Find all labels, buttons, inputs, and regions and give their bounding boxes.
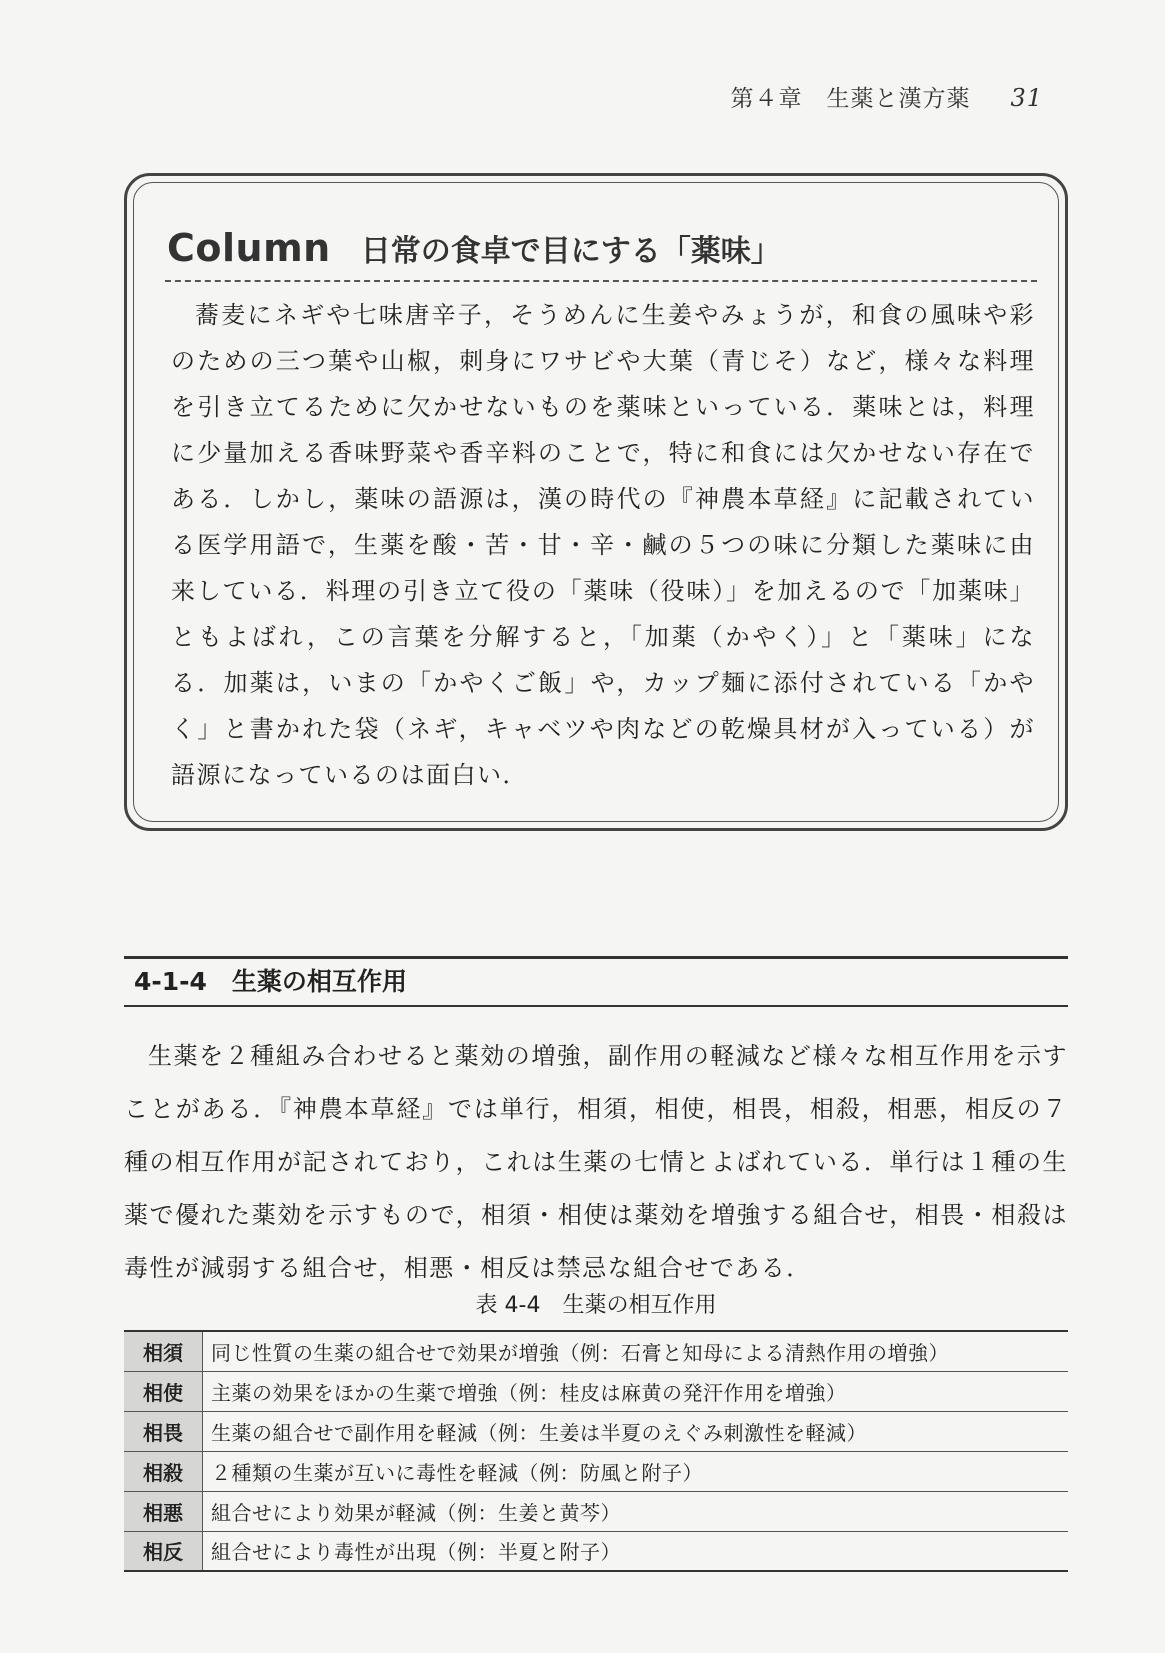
section-rule-bottom — [124, 1005, 1068, 1007]
section-rule-top — [124, 956, 1068, 959]
table-row — [124, 1371, 1068, 1411]
table-description: 組合せにより効果が軽減（例：生姜と黄芩） — [203, 1491, 1069, 1531]
table-description: 主薬の効果をほかの生薬で増強（例：桂皮は麻黄の発汗作用を増強） — [203, 1371, 1069, 1411]
table-description: 生薬の組合せで副作用を軽減（例：生姜は半夏のえぐみ刺激性を軽減） — [203, 1411, 1069, 1451]
table-row — [124, 1451, 1068, 1491]
column-title — [167, 226, 781, 270]
interaction-table — [124, 1330, 1068, 1572]
running-header — [730, 80, 1043, 113]
table-row — [124, 1491, 1068, 1531]
section-body-text: 生薬を２種組み合わせると薬効の増強，副作用の軽減など様々な相互作用を示すことがある．『神農本草経』では単行，相須，相使，相畏，相殺，相悪，相反の７種の相互作用が記されており，これは生薬の七情とよばれている．単行は１種の生薬で優れた薬効を示すもので，相須・相使は薬効を増強する組合せ，相畏・相殺は毒性が減弱する組合せ，相悪・相反は禁忌な組合せである． — [124, 1042, 1068, 1282]
table-row — [124, 1331, 1068, 1371]
table-caption: 表 4-4 生薬の相互作用 — [475, 1293, 717, 1318]
column-body-text: 蕎麦にネギや七味唐辛子，そうめんに生姜やみょうが，和食の風味や彩のための三つ葉や山椒，刺身にワサビや大葉（青じそ）など，様々な料理を引き立てるために欠かせないものを薬味といっている．薬味とは，料理に少量加える香味野菜や香辛料のことで，特に和食には欠かせない存在である．しかし，薬味の語源は，漢の時代の『神農本草経』に記載されている医学用語で，生薬を酸・苦・甘・辛・鹹の５つの味に分類した薬味に由来している．料理の引き立て役の「薬味（役味）」を加えるので「加薬味」ともよばれ，この言葉を分解すると，「加薬（かやく）」と「薬味」になる．加薬は，いまの「かやくご飯」や，カップ麺に添付されている「かやく」と書かれた袋（ネギ，キャベツや肉などの乾燥具材が入っている）が語源になっているのは面白い． — [171, 301, 1035, 789]
section-heading: 4-1-4 生薬の相互作用 — [134, 967, 407, 996]
table-description: ２種類の生薬が互いに毒性を軽減（例：防風と附子） — [203, 1451, 1069, 1491]
column-box — [124, 173, 1068, 831]
page-number: 31 — [1010, 84, 1043, 112]
chapter-title: 第４章 生薬と漢方薬 — [730, 86, 971, 112]
table-term: 相須 — [124, 1331, 203, 1371]
table-row — [124, 1531, 1068, 1571]
table-description: 組合せにより毒性が出現（例：半夏と附子） — [203, 1531, 1069, 1571]
column-heading: 日常の食卓で目にする「薬味」 — [360, 234, 781, 269]
table-row — [124, 1411, 1068, 1451]
table-description: 同じ性質の生薬の組合せで効果が増強（例：石膏と知母による清熱作用の増強） — [203, 1331, 1069, 1371]
table-term: 相畏 — [124, 1411, 203, 1451]
table-term: 相反 — [124, 1531, 203, 1571]
table-term: 相殺 — [124, 1451, 203, 1491]
column-dashed-divider — [165, 280, 1037, 282]
table-term: 相悪 — [124, 1491, 203, 1531]
table-term: 相使 — [124, 1371, 203, 1411]
column-label: Column — [167, 226, 331, 270]
